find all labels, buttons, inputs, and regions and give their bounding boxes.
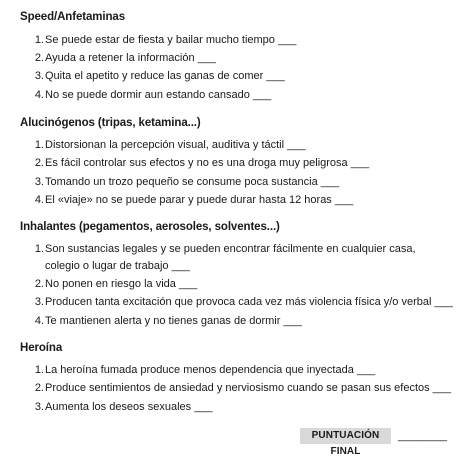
item-text: Distorsionan la percepción visual, auditiva y táctil ___ [45, 139, 306, 151]
item-text: Son sustancias legales y se pueden encontrar fácilmente en cualquier casa, colegio o lugar de trabajo ___ [45, 243, 416, 272]
item-text: Te mantienen alerta y no tienes ganas de dormir ___ [45, 315, 302, 327]
item-number: 2. [34, 52, 44, 64]
item-number: 1. [34, 364, 44, 376]
item-text: Producen tanta excitación que provoca cada vez más violencia física y/o verbal ___ [45, 296, 453, 308]
item-number: 2. [34, 382, 44, 394]
item-number: 4. [34, 89, 44, 101]
item-number: 3. [34, 176, 44, 188]
item-number: 3. [34, 401, 44, 413]
item-number: 2. [34, 157, 44, 169]
item-text: Tomando un trozo pequeño se consume poca sustancia ___ [45, 176, 340, 188]
item-number: 2. [34, 278, 44, 290]
item-text: No se puede dormir aun estando cansado ___ [45, 89, 272, 101]
final-score-label: PUNTUACIÓN FINAL [300, 428, 391, 444]
item-text: Quita el apetito y reduce las ganas de comer ___ [45, 70, 285, 82]
item-number: 3. [34, 296, 44, 308]
item-text: No ponen en riesgo la vida ___ [45, 278, 198, 290]
item-text: El «viaje» no se puede parar y puede durar hasta 12 horas ___ [45, 194, 354, 206]
item-number: 3. [34, 70, 44, 82]
section-title-heroina: Heroína [20, 342, 63, 354]
item-number: 1. [34, 243, 44, 255]
section-title-alucinogenos: Alucinógenos (tripas, ketamina...) [20, 117, 201, 129]
final-score-blank[interactable]: ________ [398, 430, 447, 442]
item-text: Se puede estar de fiesta y bailar mucho tiempo ___ [45, 34, 297, 46]
item-number: 1. [34, 34, 44, 46]
item-number: 1. [34, 139, 44, 151]
item-text: La heroína fumada produce menos dependencia que inyectada ___ [45, 364, 376, 376]
section-title-speed: Speed/Anfetaminas [20, 11, 126, 23]
item-text: Aumenta los deseos sexuales ___ [45, 401, 213, 413]
item-text: Es fácil controlar sus efectos y no es una droga muy peligrosa ___ [45, 157, 370, 169]
item-text: Produce sentimientos de ansiedad y nerviosismo cuando se pasan sus efectos ___ [45, 382, 452, 394]
item-number: 4. [34, 315, 44, 327]
section-title-inhalantes: Inhalantes (pegamentos, aerosoles, solventes...) [20, 221, 280, 233]
item-number: 4. [34, 194, 44, 206]
item-text: Ayuda a retener la información ___ [45, 52, 217, 64]
